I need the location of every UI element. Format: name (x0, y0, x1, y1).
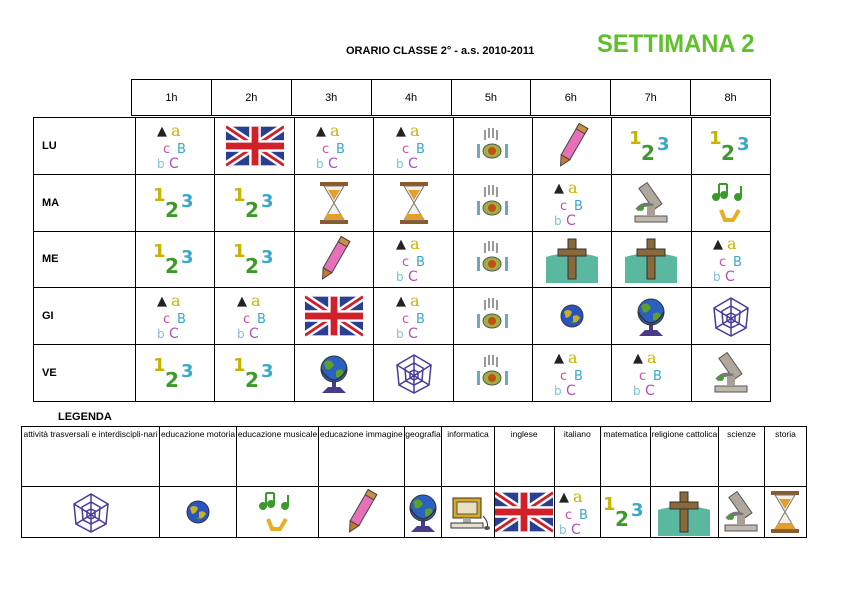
legend-label: italiano (554, 427, 600, 487)
hourglass-icon (765, 489, 806, 535)
matematica-letters-icon (215, 291, 294, 341)
legend-icon-cell (236, 487, 318, 538)
day-row-lu (34, 118, 771, 175)
svg-text:B: B (579, 508, 589, 523)
svg-text:b: b (316, 156, 324, 171)
legend-title: LEGENDA (58, 411, 112, 423)
lesson-slot (294, 345, 374, 402)
informatica-icon (454, 239, 532, 279)
web-icon (22, 490, 159, 534)
svg-text:▲: ▲ (633, 351, 644, 367)
lesson-slot (374, 118, 453, 175)
svg-text:C: C (328, 155, 338, 171)
svg-text:1: 1 (232, 184, 246, 206)
matematica-letters-icon (374, 121, 452, 171)
svg-text:c: c (163, 312, 171, 328)
lesson-slot (612, 288, 691, 345)
svg-text:a: a (568, 177, 578, 197)
hour-header-5: 5h (451, 80, 531, 116)
legend-icon-cell (494, 487, 554, 538)
svg-text:C: C (248, 326, 259, 342)
day-row-ve (34, 345, 771, 402)
svg-text:C: C (407, 326, 418, 342)
svg-text:▲: ▲ (712, 237, 723, 253)
day-label: MA (34, 174, 136, 231)
svg-text:2: 2 (720, 140, 735, 165)
legend-label: matematica (600, 427, 650, 487)
music-notes-icon (692, 180, 770, 226)
svg-text:a: a (568, 348, 578, 368)
svg-text:3: 3 (260, 247, 274, 269)
svg-text:▲: ▲ (395, 123, 406, 139)
matematica-letters-icon (136, 291, 214, 341)
svg-text:B: B (732, 255, 742, 271)
uk-flag-icon (215, 125, 294, 167)
globe-icon (405, 490, 442, 534)
legend-label: scienze (719, 427, 765, 487)
lesson-slot (453, 174, 532, 231)
web-icon (692, 294, 770, 338)
svg-text:3: 3 (736, 133, 750, 155)
svg-text:B: B (574, 198, 583, 214)
hours-header (131, 79, 771, 116)
lesson-slot (374, 231, 453, 288)
svg-text:▲: ▲ (157, 294, 168, 310)
numbers-icon (215, 183, 294, 223)
svg-text:b: b (554, 213, 562, 228)
svg-text:3: 3 (260, 361, 274, 383)
lesson-slot (294, 231, 374, 288)
matematica-letters-icon (136, 121, 214, 171)
svg-text:1: 1 (629, 127, 643, 149)
informatica-icon (454, 353, 532, 393)
lesson-slot (532, 231, 611, 288)
svg-text:B: B (415, 255, 425, 271)
svg-text:▲: ▲ (236, 294, 247, 310)
svg-text:3: 3 (181, 361, 194, 383)
microscope-icon (612, 180, 690, 226)
svg-text:a: a (330, 120, 340, 140)
informatica-icon (454, 126, 532, 166)
svg-text:▲: ▲ (395, 237, 406, 253)
microscope-icon (692, 350, 770, 396)
svg-text:b: b (554, 384, 562, 399)
svg-text:b: b (559, 523, 567, 537)
svg-text:B: B (574, 369, 583, 385)
legend-label: informatica (442, 427, 494, 487)
svg-text:C: C (169, 326, 180, 342)
hour-header-8: 8h (691, 80, 771, 116)
svg-text:b: b (236, 327, 245, 342)
computer-icon (442, 492, 493, 532)
svg-text:B: B (256, 312, 266, 328)
lesson-slot (294, 288, 374, 345)
svg-text:2: 2 (165, 368, 180, 393)
svg-text:C: C (566, 212, 576, 228)
lesson-slot (215, 345, 295, 402)
lesson-slot (691, 118, 770, 175)
numbers-icon (601, 492, 650, 532)
svg-text:1: 1 (153, 355, 166, 377)
svg-text:c: c (639, 369, 647, 385)
svg-text:▲: ▲ (559, 490, 570, 505)
hour-header-3: 3h (291, 80, 371, 116)
svg-text:c: c (401, 141, 409, 157)
lesson-slot (215, 174, 295, 231)
svg-text:b: b (157, 327, 165, 342)
week-label (597, 30, 754, 59)
svg-text:2: 2 (244, 254, 259, 279)
pencil-icon (533, 121, 611, 171)
legend-icon-cell (719, 487, 765, 538)
lesson-slot (136, 174, 215, 231)
numbers-icon (215, 239, 294, 279)
schedule-title: ORARIO CLASSE 2° - a.s. 2010-2011 (346, 45, 535, 57)
svg-text:▲: ▲ (554, 180, 565, 196)
pencil-icon (319, 487, 404, 537)
day-label: ME (34, 231, 136, 288)
svg-text:B: B (336, 141, 346, 157)
lesson-slot (532, 345, 611, 402)
lesson-slot (453, 345, 532, 402)
web-icon (374, 351, 452, 395)
svg-text:2: 2 (244, 368, 259, 393)
numbers-icon (612, 126, 690, 166)
svg-text:c: c (718, 255, 727, 271)
svg-text:c: c (322, 141, 330, 157)
svg-text:c: c (401, 255, 409, 271)
matematica-letters-icon (692, 234, 770, 284)
svg-text:b: b (157, 156, 165, 171)
svg-text:a: a (409, 234, 420, 254)
matematica-letters-icon (612, 348, 690, 398)
svg-text:c: c (242, 312, 250, 328)
lesson-slot (453, 288, 532, 345)
legend-label: educazione motoria (160, 427, 237, 487)
globe-icon (612, 294, 690, 338)
legend-icon-cell (554, 487, 600, 538)
svg-text:B: B (415, 312, 425, 328)
matematica-letters-icon (533, 178, 611, 228)
svg-text:▲: ▲ (157, 123, 168, 139)
week-number: 2 (741, 30, 755, 58)
svg-text:c: c (163, 141, 171, 157)
svg-text:b: b (395, 327, 404, 342)
lesson-slot (294, 118, 374, 175)
numbers-icon (136, 239, 214, 279)
svg-text:3: 3 (181, 190, 194, 212)
legend-label: attività trasversali e interdiscipli-nari (22, 427, 160, 487)
uk-flag-icon (295, 295, 374, 337)
schedule-table (33, 117, 771, 402)
svg-text:a: a (573, 487, 583, 506)
lesson-slot (374, 288, 453, 345)
svg-text:c: c (401, 312, 409, 328)
svg-text:C: C (571, 522, 582, 537)
lesson-slot (215, 288, 295, 345)
globe-icon (295, 351, 374, 395)
svg-text:3: 3 (181, 247, 194, 269)
legend-icon-cell (22, 487, 160, 538)
numbers-icon (692, 126, 770, 166)
matematica-letters-icon (555, 487, 600, 537)
lesson-slot (215, 118, 295, 175)
legend-label: educazione immagine (319, 427, 405, 487)
pencil-icon (295, 234, 374, 284)
cross-icon (651, 488, 718, 536)
svg-text:C: C (724, 269, 735, 285)
svg-text:2: 2 (641, 140, 656, 165)
matematica-letters-icon (374, 234, 452, 284)
lesson-slot (215, 231, 295, 288)
lesson-slot (691, 231, 770, 288)
legend-label: geografia (404, 427, 442, 487)
informatica-icon (454, 296, 532, 336)
lesson-slot (612, 118, 691, 175)
lesson-slot (453, 118, 532, 175)
uk-flag-icon (495, 491, 554, 533)
svg-text:b: b (395, 156, 404, 171)
lesson-slot (374, 345, 453, 402)
svg-text:b: b (395, 270, 404, 285)
svg-text:a: a (409, 291, 420, 311)
cross-icon (533, 235, 611, 283)
svg-text:3: 3 (631, 500, 644, 521)
svg-text:▲: ▲ (395, 294, 406, 310)
week-word: SETTIMANA (597, 30, 736, 58)
ball-icon (160, 498, 236, 526)
lesson-slot (136, 118, 215, 175)
svg-text:1: 1 (153, 184, 166, 206)
legend-icon-cell (442, 487, 494, 538)
numbers-icon (136, 183, 214, 223)
legend-icon-cell (160, 487, 237, 538)
svg-text:a: a (647, 348, 658, 368)
svg-text:C: C (407, 155, 418, 171)
svg-text:a: a (409, 120, 420, 140)
legend-icon-cell (650, 487, 718, 538)
cross-icon (612, 235, 690, 283)
day-row-me (34, 231, 771, 288)
numbers-icon (215, 353, 294, 393)
svg-text:C: C (566, 383, 576, 399)
svg-text:1: 1 (603, 494, 616, 515)
ball-icon (533, 302, 611, 330)
svg-text:1: 1 (153, 241, 166, 263)
microscope-icon (719, 489, 764, 535)
svg-text:2: 2 (244, 197, 259, 222)
svg-text:1: 1 (232, 355, 246, 377)
svg-text:B: B (177, 312, 187, 328)
svg-text:2: 2 (165, 197, 180, 222)
svg-text:2: 2 (615, 507, 630, 531)
legend-icon-cell (319, 487, 405, 538)
svg-text:▲: ▲ (554, 351, 565, 367)
svg-text:1: 1 (708, 127, 722, 149)
hour-header-4: 4h (371, 80, 451, 116)
legend-icon-cell (600, 487, 650, 538)
lesson-slot (532, 288, 611, 345)
svg-text:▲: ▲ (316, 123, 327, 139)
lesson-slot (612, 174, 691, 231)
svg-text:a: a (726, 234, 737, 254)
legend-label: educazione musicale (236, 427, 318, 487)
lesson-slot (612, 231, 691, 288)
svg-text:C: C (407, 269, 418, 285)
matematica-letters-icon (295, 121, 374, 171)
music-notes-icon (237, 489, 318, 535)
svg-text:B: B (653, 369, 663, 385)
hour-header-7: 7h (611, 80, 691, 116)
legend-label: storia (764, 427, 806, 487)
legend-icon-cell (404, 487, 442, 538)
svg-text:a: a (171, 120, 181, 140)
svg-text:2: 2 (165, 254, 180, 279)
hour-header-1: 1h (132, 80, 212, 116)
hourglass-icon (374, 180, 452, 226)
day-label: GI (34, 288, 136, 345)
day-label: VE (34, 345, 136, 402)
lesson-slot (136, 288, 215, 345)
lesson-slot (294, 174, 374, 231)
lesson-slot (532, 118, 611, 175)
matematica-letters-icon (374, 291, 452, 341)
hourglass-icon (295, 180, 374, 226)
hour-header-2: 2h (211, 80, 291, 116)
lesson-slot (136, 231, 215, 288)
svg-text:3: 3 (260, 190, 274, 212)
day-label: LU (34, 118, 136, 175)
svg-text:b: b (633, 384, 642, 399)
svg-text:c: c (565, 508, 573, 523)
lesson-slot (453, 231, 532, 288)
svg-text:c: c (560, 198, 568, 214)
informatica-icon (454, 183, 532, 223)
svg-text:B: B (415, 141, 425, 157)
legend-label: religione cattolica (650, 427, 718, 487)
lesson-slot (374, 174, 453, 231)
svg-text:a: a (171, 291, 181, 311)
lesson-slot (691, 174, 770, 231)
svg-text:B: B (177, 141, 187, 157)
svg-text:C: C (645, 383, 656, 399)
svg-text:c: c (560, 369, 568, 385)
lesson-slot (532, 174, 611, 231)
svg-text:a: a (250, 291, 261, 311)
svg-text:C: C (169, 155, 180, 171)
hour-header-6: 6h (531, 80, 611, 116)
lesson-slot (691, 345, 770, 402)
svg-text:3: 3 (657, 133, 671, 155)
lesson-slot (691, 288, 770, 345)
numbers-icon (136, 353, 214, 393)
lesson-slot (612, 345, 691, 402)
legend-label: inglese (494, 427, 554, 487)
matematica-letters-icon (533, 348, 611, 398)
legend-table (21, 426, 807, 538)
day-row-gi (34, 288, 771, 345)
svg-text:b: b (712, 270, 721, 285)
svg-text:1: 1 (232, 241, 246, 263)
lesson-slot (136, 345, 215, 402)
day-row-ma (34, 174, 771, 231)
legend-icon-cell (764, 487, 806, 538)
